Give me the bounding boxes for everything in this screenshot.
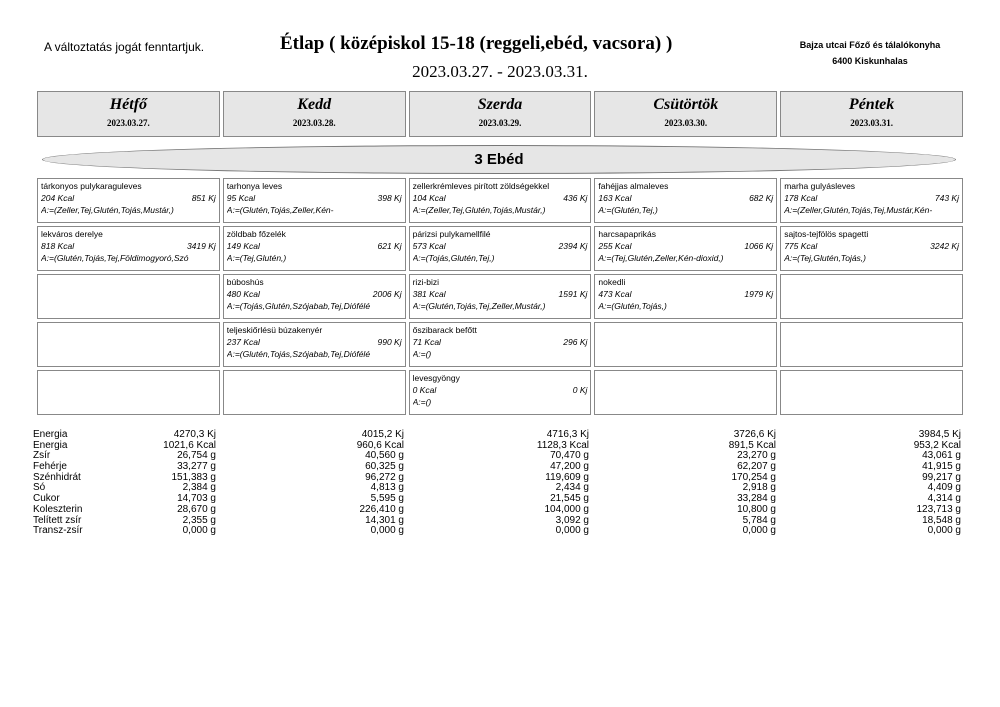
nutrient-value: 14,703 g (177, 493, 216, 505)
nutrient-label: Koleszterin (33, 503, 83, 515)
nutrient-value: 5,784 g (742, 514, 776, 526)
allergens: A:=() (412, 397, 432, 407)
allergens: A:=(Tojás,Glutén,Szójabab,Tej,Diófélé (226, 301, 371, 311)
nutrient-label: Fehérje (33, 461, 67, 473)
dish-name: levesgyöngy (412, 373, 460, 383)
nutrient-value: 0,000 g (742, 525, 776, 537)
dish-name: harcsapaprikás (598, 229, 657, 239)
nutrition-row (33, 473, 963, 484)
nutrient-value: 43,061 g (922, 450, 961, 462)
allergens: A:=(Tojás,Glutén,Tej,) (412, 253, 495, 263)
nutrient-value: 3984,5 Kj (918, 429, 961, 440)
kj-value: 1066 Kj (744, 241, 774, 251)
nutrient-value: 123,713 g (916, 503, 961, 515)
nutrient-value: 151,383 g (171, 471, 216, 483)
nutrient-value: 119,609 g (545, 471, 589, 483)
nutrient-value: 4,314 g (927, 493, 961, 505)
kitchen-info (770, 37, 970, 69)
nutrient-value: 41,915 g (922, 461, 961, 473)
energy-line (413, 192, 588, 204)
allergens: A:=(Glutén,Tej,) (598, 205, 658, 215)
kcal-value: 473 Kcal (598, 289, 632, 299)
allergens: A:=(Zeller,Tej,Glutén,Tojás,Mustár,) (412, 205, 546, 215)
day-name: Péntek (848, 96, 895, 113)
meal-label: 3 Ebéd (42, 145, 956, 174)
allergens: A:=(Zeller,Tej,Glutén,Tojás,Mustár,) (41, 205, 174, 215)
energy-line (784, 192, 959, 204)
nutrient-value: 99,217 g (922, 471, 961, 483)
nutrient-value: 70,470 g (550, 450, 589, 462)
nutrition-row (33, 441, 963, 452)
menu-cell (594, 274, 777, 319)
nutrient-value: 62,207 g (737, 461, 776, 473)
energy-line (413, 288, 588, 300)
date-range: 2023.03.27. - 2023.03.31. (412, 62, 588, 81)
empty-cell (780, 322, 963, 367)
kitchen-name: Bajza utcai Főző és tálalókonyha (799, 40, 941, 50)
dish-name: zellerkrémleves pirított zöldségekkel (412, 181, 550, 191)
kj-value: 990 Kj (377, 337, 402, 347)
disclaimer-note: A változtatás jogát fenntartjuk. (44, 40, 205, 54)
nutrient-value: 5,595 g (370, 493, 404, 505)
menu-cell (223, 274, 406, 319)
day-name: Hétfő (109, 96, 148, 113)
energy-line (413, 336, 588, 348)
empty-cell (780, 274, 963, 319)
menu-cell (409, 322, 592, 367)
nutrition-row (33, 505, 963, 516)
nutrient-value: 960,6 Kcal (356, 439, 404, 451)
kcal-value: 237 Kcal (226, 337, 260, 347)
empty-cell (594, 322, 777, 367)
day-header (37, 91, 220, 137)
nutrient-value: 40,560 g (365, 450, 404, 462)
menu-cell (409, 370, 592, 415)
nutrient-value: 0,000 g (370, 525, 404, 537)
dish-name: búboshús (226, 277, 264, 287)
nutrient-value: 2,918 g (742, 482, 776, 494)
kj-value: 1979 Kj (744, 289, 774, 299)
day-date: 2023.03.29. (478, 118, 522, 128)
nutrient-value: 4270,3 Kj (173, 429, 216, 440)
nutrient-value: 4716,3 Kj (546, 429, 589, 440)
nutrient-value: 1021,6 Kcal (163, 439, 216, 451)
kj-value: 0 Kj (572, 385, 588, 395)
nutrient-label: Só (33, 482, 46, 494)
nutrient-value: 96,272 g (365, 471, 404, 483)
nutrient-label: Cukor (33, 493, 60, 505)
kcal-value: 95 Kcal (226, 193, 256, 203)
nutrient-value: 1128,3 Kcal (536, 439, 589, 451)
menu-cell (223, 322, 406, 367)
empty-cell (37, 274, 220, 319)
day-header (223, 91, 406, 137)
nutrient-value: 0,000 g (927, 525, 961, 537)
allergens: A:=() (412, 349, 432, 359)
allergens: A:=(Glutén,Tojás,Tej,Zeller,Mustár,) (412, 301, 546, 311)
kcal-value: 149 Kcal (226, 241, 260, 251)
dish-name: párizsi pulykamellfilé (412, 229, 491, 239)
day-date: 2023.03.28. (292, 118, 336, 128)
allergens: A:=(Glutén,Tojás,Zeller,Kén- (226, 205, 334, 215)
nutrient-value: 18,548 g (922, 514, 961, 526)
dish-name: rizi-bizi (412, 277, 440, 287)
nutrition-row (33, 483, 963, 494)
allergens: A:=(Tej,Glutén,) (226, 253, 287, 263)
nutrient-value: 2,434 g (555, 482, 589, 494)
nutrient-label: Energia (33, 439, 68, 451)
kj-value: 621 Kj (377, 241, 402, 251)
nutrient-value: 4,813 g (370, 482, 404, 494)
nutrient-value: 10,800 g (737, 503, 776, 515)
kj-value: 743 Kj (934, 193, 959, 203)
kcal-value: 818 Kcal (41, 241, 75, 251)
page-title: Étlap ( középiskol 15-18 (reggeli,ebéd, vacsora) ) (280, 33, 673, 54)
kcal-value: 71 Kcal (412, 337, 441, 347)
nutrient-label: Szénhidrát (33, 471, 81, 483)
energy-line (413, 240, 588, 252)
allergens: A:=(Glutén,Tojás,Szójabab,Tej,Diófélé (226, 349, 371, 359)
empty-cell (780, 370, 963, 415)
kcal-value: 573 Kcal (412, 241, 446, 251)
allergens: A:=(Zeller,Glutén,Tojás,Tej,Mustár,Kén- (784, 205, 933, 215)
kj-value: 851 Kj (191, 193, 216, 203)
menu-cell (409, 274, 592, 319)
day-name: Csütörtök (653, 96, 719, 113)
kcal-value: 381 Kcal (412, 289, 446, 299)
kj-value: 398 Kj (377, 193, 402, 203)
energy-line (598, 240, 773, 252)
allergens: A:=(Tej,Glutén,Zeller,Kén-dioxid,) (598, 253, 724, 263)
nutrient-value: 4,409 g (927, 482, 961, 494)
dish-name: nokedli (598, 277, 626, 287)
nutrition-row (33, 526, 963, 537)
energy-line (227, 240, 402, 252)
allergens: A:=(Glutén,Tojás,Tej,Földimogyoró,Szó (41, 253, 189, 263)
allergens: A:=(Tej,Glutén,Tojás,) (784, 253, 867, 263)
energy-line (413, 384, 588, 396)
kitchen-address: 6400 Kiskunhalas (832, 56, 908, 66)
menu-cell (594, 178, 777, 223)
day-name: Kedd (297, 96, 332, 113)
nutrient-value: 0,000 g (182, 525, 216, 537)
nutrition-row (33, 451, 963, 462)
dish-name: tárkonyos pulykaraguleves (41, 181, 142, 191)
nutrient-value: 26,754 g (177, 450, 216, 462)
nutrient-value: 104,000 g (544, 503, 589, 515)
dish-name: tarhonya leves (226, 181, 283, 191)
nutrient-value: 14,301 g (365, 514, 404, 526)
empty-cell (37, 370, 220, 415)
menu-cell (594, 226, 777, 271)
menu-cell (37, 178, 220, 223)
empty-cell (594, 370, 777, 415)
kcal-value: 204 Kcal (41, 193, 75, 203)
nutrient-label: Transz-zsír (33, 525, 83, 537)
energy-line (598, 288, 773, 300)
day-date: 2023.03.30. (664, 118, 708, 128)
day-date: 2023.03.31. (850, 118, 893, 128)
nutrient-label: Energia (33, 429, 68, 440)
dish-name: zöldbab főzelék (226, 229, 286, 239)
menu-cell (223, 226, 406, 271)
kj-value: 296 Kj (563, 337, 588, 347)
kj-value: 436 Kj (563, 193, 588, 203)
nutrient-value: 891,5 Kcal (728, 439, 776, 451)
nutrient-label: Zsír (33, 450, 51, 462)
kcal-value: 104 Kcal (412, 193, 446, 203)
nutrient-value: 60,325 g (365, 461, 404, 473)
kj-value: 1591 Kj (558, 289, 588, 299)
allergens: A:=(Glutén,Tojás,) (598, 301, 667, 311)
day-header (409, 91, 592, 137)
menu-cell (409, 178, 592, 223)
nutrient-value: 4015,2 Kj (361, 429, 404, 440)
kj-value: 682 Kj (749, 193, 774, 203)
dish-name: sajtos-tejfölös spagetti (784, 229, 869, 239)
day-header (780, 91, 963, 137)
nutrient-value: 170,254 g (731, 471, 776, 483)
nutrient-value: 226,410 g (359, 503, 404, 515)
kcal-value: 178 Kcal (784, 193, 818, 203)
empty-cell (223, 370, 406, 415)
menu-grid (37, 178, 963, 415)
nutrient-value: 3726,6 Kj (733, 429, 776, 440)
kcal-value: 163 Kcal (598, 193, 632, 203)
menu-cell (780, 178, 963, 223)
menu-cell (37, 226, 220, 271)
nutrient-value: 47,200 g (550, 461, 589, 473)
dish-name: őszibarack befőtt (412, 325, 477, 335)
menu-cell (780, 226, 963, 271)
energy-line (41, 192, 216, 204)
dish-name: lekváros derelye (41, 229, 103, 239)
nutrient-value: 33,277 g (177, 461, 216, 473)
day-header-row (37, 91, 963, 137)
nutrition-row (33, 494, 963, 505)
day-date: 2023.03.27. (107, 118, 150, 128)
kj-value: 3419 Kj (186, 241, 216, 251)
menu-cell (409, 226, 592, 271)
kcal-value: 0 Kcal (412, 385, 437, 395)
nutrient-value: 953,2 Kcal (913, 439, 961, 451)
day-header (594, 91, 777, 137)
kj-value: 3242 Kj (930, 241, 959, 251)
nutrient-value: 21,545 g (550, 493, 589, 505)
energy-line (227, 192, 402, 204)
menu-cell (223, 178, 406, 223)
energy-line (598, 192, 773, 204)
energy-line (41, 240, 216, 252)
dish-name: teljeskiőrlésü búzakenyér (226, 325, 323, 335)
kcal-value: 255 Kcal (598, 241, 632, 251)
empty-cell (37, 322, 220, 367)
energy-line (227, 336, 402, 348)
kj-value: 2006 Kj (372, 289, 402, 299)
nutrient-value: 2,384 g (182, 482, 216, 494)
nutrition-table (33, 430, 963, 537)
day-name: Szerda (477, 96, 523, 113)
nutrient-value: 0,000 g (555, 525, 589, 537)
dish-name: marha gulyásleves (784, 181, 856, 191)
nutrient-value: 33,284 g (737, 493, 776, 505)
nutrition-row (33, 516, 963, 527)
dish-name: fahéjjas almaleves (598, 181, 669, 191)
kj-value: 2394 Kj (558, 241, 588, 251)
nutrient-value: 2,355 g (182, 514, 216, 526)
kcal-value: 480 Kcal (226, 289, 260, 299)
nutrient-value: 23,270 g (737, 450, 776, 462)
kcal-value: 775 Kcal (784, 241, 818, 251)
nutrient-label: Telített zsír (33, 514, 82, 526)
nutrient-value: 3,092 g (555, 514, 589, 526)
energy-line (227, 288, 402, 300)
energy-line (784, 240, 959, 252)
nutrient-value: 28,670 g (177, 503, 216, 515)
